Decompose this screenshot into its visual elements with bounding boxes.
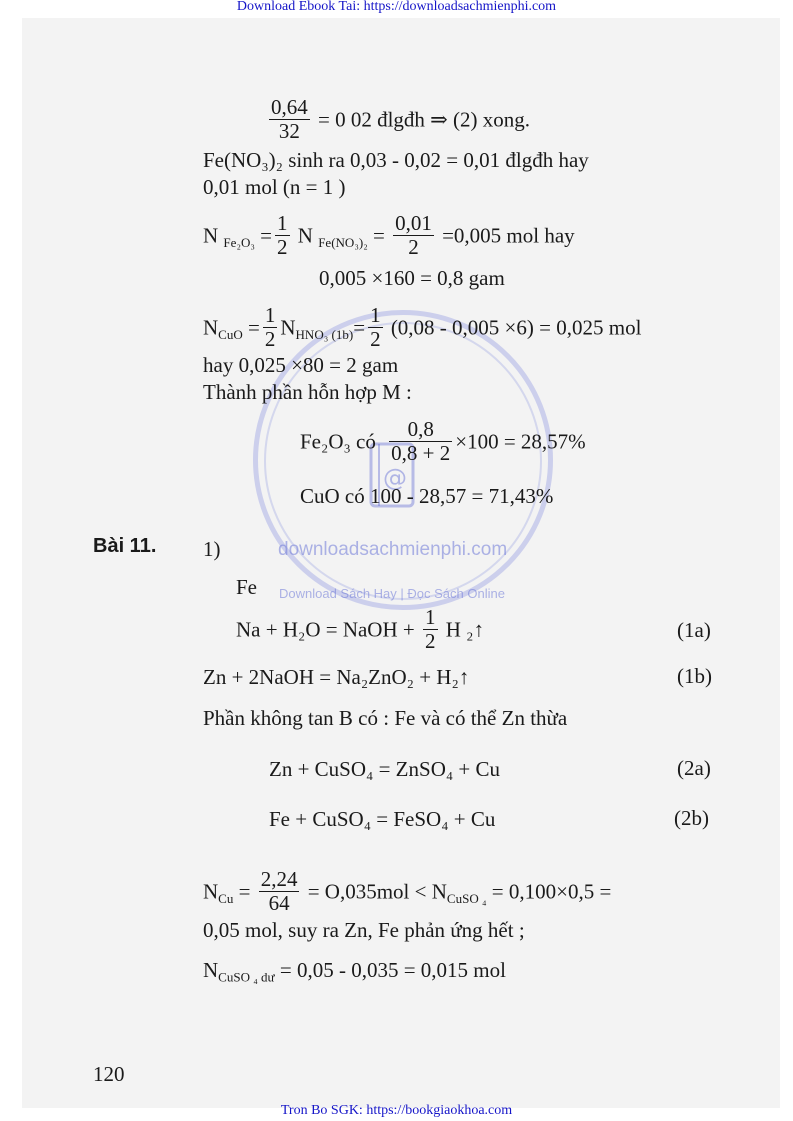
subscript: Cu (218, 890, 234, 906)
page-number: 120 (93, 1062, 125, 1086)
symbol-n: N (203, 315, 219, 340)
line-cuo-percent: CuO có 100 - 28,57 = 71,43% (300, 484, 554, 508)
numerator: 1 (370, 303, 381, 327)
numerator: 0,01 (395, 211, 432, 235)
denominator: 2 (264, 327, 276, 351)
line-n-cu (203, 867, 612, 917)
denominator: 2 (277, 235, 288, 259)
exercise-label: Bài 11. (93, 535, 157, 557)
fraction (393, 212, 434, 259)
symbol-n: N (203, 879, 219, 904)
denominator: 2 (425, 629, 436, 653)
equation-number: (2a) (677, 756, 711, 780)
symbol-n: N (203, 958, 219, 982)
line-fraction-064 (266, 95, 531, 145)
subscript: Fe₂O₃ (223, 234, 255, 250)
fraction (259, 868, 300, 915)
line-fe-no3: Fe(NO₃)₂ sinh ra 0,03 - 0,02 = 0,01 đlgđh hay (203, 148, 589, 172)
part-label: 1) (203, 537, 221, 561)
line-fe2o3-percent (300, 417, 586, 467)
watermark-tagline: Download Sách Hay | Đọc Sách Online (279, 586, 505, 601)
svg-text:@: @ (383, 464, 407, 492)
watermark-site-text: downloadsachmienphi.com (278, 539, 508, 560)
equation-number: (1b) (677, 664, 712, 688)
line-cuso4-excess (203, 957, 506, 983)
numerator: 0,64 (271, 95, 308, 119)
equation-1a (236, 605, 484, 655)
subscript: HNO₃ (1b) (295, 326, 354, 342)
equation-1b: Zn + 2NaOH = Na₂ZnO₂ + H₂↑ (203, 665, 470, 689)
line-text: (0,08 - 0,005 ×6) = 0,025 mol (390, 315, 642, 340)
subscript: CuSO ₄ dư (218, 969, 275, 985)
line-text: = 0,100×0,5 = (491, 879, 612, 904)
line-composition-heading: Thành phần hỗn hợp M : (203, 380, 412, 404)
equals: = (248, 315, 260, 340)
line-text: =0,005 mol hay (442, 223, 575, 248)
symbol-n: N (297, 223, 313, 248)
symbol-n: N (203, 223, 219, 248)
line-n-fe2o3 (203, 211, 575, 261)
line-lead: Fe₂O₃ có (300, 429, 376, 454)
fraction-half (263, 304, 278, 351)
equals: = (373, 223, 385, 248)
fraction (389, 418, 452, 465)
bottom-download-banner[interactable]: Tron Bo SGK: https://bookgiaokhoa.com (280, 1103, 513, 1118)
line-text: = 0 02 đlgđh ⇒ (2) xong. (318, 107, 531, 132)
fraction-half (368, 304, 383, 351)
equation-rhs: H ₂↑ (445, 617, 484, 642)
numerator: 1 (277, 211, 288, 235)
denominator: 32 (278, 119, 300, 143)
numerator: 2,24 (260, 867, 298, 891)
denominator: 2 (370, 327, 381, 351)
equals: = (260, 223, 273, 248)
line-conclusion: 0,05 mol, suy ra Zn, Fe phản ứng hết ; (203, 918, 525, 942)
subscript: Fe(NO₃)₂ (318, 234, 368, 250)
line-text: = 0,05 - 0,035 = 0,015 mol (279, 958, 506, 982)
equation-2a: Zn + CuSO₄ = ZnSO₄ + Cu (269, 757, 501, 781)
line-fe: Fe (236, 575, 257, 599)
line-text: = O,035mol < N (307, 879, 447, 904)
numerator: 0,8 (389, 418, 452, 442)
denominator: 0,8 + 2 (391, 441, 451, 465)
line-text: ×100 = 28,57% (455, 429, 586, 454)
equals: = (353, 315, 366, 340)
symbol-n: N (280, 315, 296, 340)
line-mol: 0,01 mol (n = 1 ) (203, 175, 346, 199)
equation-number: (1a) (677, 618, 711, 642)
top-download-banner[interactable]: Download Ebook Tai: https://downloadsachmienphi.com (236, 0, 557, 14)
numerator: 1 (264, 303, 276, 327)
equation-lhs: Na + H₂O = NaOH + (236, 617, 415, 642)
fraction-half (423, 606, 438, 653)
fraction-half (275, 212, 290, 259)
subscript: CuSO ₄ (446, 890, 487, 906)
denominator: 64 (268, 891, 290, 915)
equals: = (238, 879, 251, 904)
numerator: 1 (425, 605, 436, 629)
equation-2b: Fe + CuSO₄ = FeSO₄ + Cu (269, 807, 496, 831)
line-mass-fe2o3: 0,005 ×160 = 0,8 gam (319, 266, 505, 290)
denominator: 2 (408, 235, 419, 259)
fraction (269, 96, 310, 143)
line-residue-b: Phần không tan B có : Fe và có thể Zn thừa (203, 706, 568, 730)
line-n-cuo (203, 303, 642, 353)
line-mass-cuo: hay 0,025 ×80 = 2 gam (203, 353, 399, 377)
subscript: CuO (218, 326, 243, 342)
equation-number: (2b) (674, 806, 709, 830)
